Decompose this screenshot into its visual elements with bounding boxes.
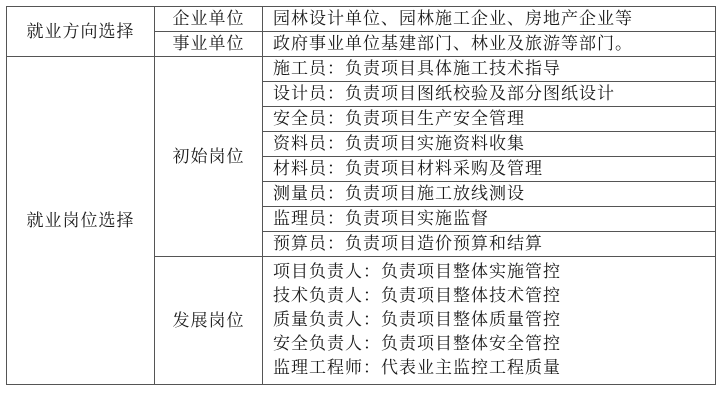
development-position-item: 监理工程师：代表业主监控工程质量 xyxy=(273,358,561,378)
development-position-item: 项目负责人：负责项目整体实施管控 xyxy=(273,262,561,282)
initial-position-item: 安全员：负责项目生产安全管理 xyxy=(263,107,716,132)
table-row xyxy=(7,7,716,32)
direction-content-cell: 政府事业单位基建部门、林业及旅游等部门。 xyxy=(263,32,716,57)
position-category-label: 就业岗位选择 xyxy=(26,210,135,231)
development-position-cell xyxy=(155,257,263,385)
initial-position-item: 材料员：负责项目材料采购及管理 xyxy=(263,157,716,182)
development-position-item: 技术负责人：负责项目整体技术管控 xyxy=(273,286,561,306)
direction-category-cell xyxy=(7,7,155,57)
development-position-item: 安全负责人：负责项目整体安全管控 xyxy=(273,334,561,354)
direction-category-label: 就业方向选择 xyxy=(26,21,135,42)
initial-position-item: 资料员：负责项目实施资料收集 xyxy=(263,132,716,157)
direction-type-cell xyxy=(155,32,263,57)
development-position-item: 质量负责人：负责项目整体质量管控 xyxy=(273,310,561,330)
initial-position-item: 施工员：负责项目具体施工技术指导 xyxy=(263,57,716,82)
direction-content-cell: 园林设计单位、园林施工企业、房地产企业等 xyxy=(263,7,716,32)
initial-position-item: 测量员：负责项目施工放线测设 xyxy=(263,182,716,207)
initial-position-item: 监理员：负责项目实施监督 xyxy=(263,207,716,232)
direction-type-cell xyxy=(155,7,263,32)
direction-type-label: 事业单位 xyxy=(172,34,245,54)
initial-position-item: 设计员：负责项目图纸校验及部分图纸设计 xyxy=(263,82,716,107)
direction-type-label: 企业单位 xyxy=(172,9,245,29)
initial-position-cell xyxy=(155,57,263,257)
development-position-list xyxy=(263,257,716,385)
table-row xyxy=(7,57,716,82)
career-table xyxy=(6,6,716,385)
initial-position-item: 预算员：负责项目造价预算和结算 xyxy=(263,232,716,257)
initial-position-label: 初始岗位 xyxy=(172,146,245,167)
development-position-label: 发展岗位 xyxy=(172,310,245,331)
position-category-cell xyxy=(7,57,155,385)
